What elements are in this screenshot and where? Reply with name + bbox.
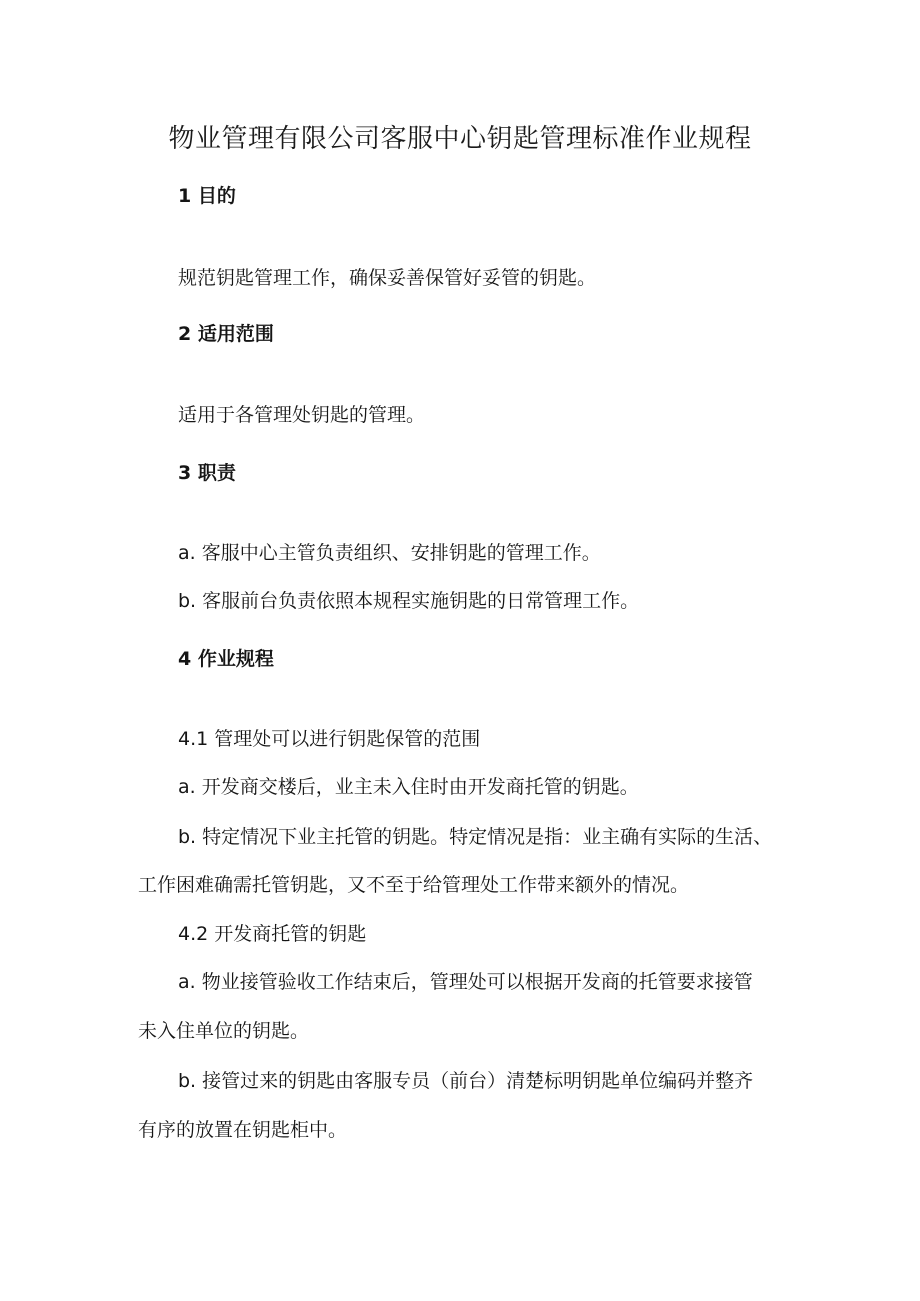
item-4-2-b-line-2: 有序的放置在钥匙柜中。 bbox=[138, 1119, 348, 1141]
section-heading-responsibilities: 3 职责 bbox=[178, 462, 236, 484]
subsection-title-4-2: 4.2 开发商托管的钥匙 bbox=[178, 923, 367, 945]
item-4-1-a: a. 开发商交楼后，业主未入住时由开发商托管的钥匙。 bbox=[178, 776, 639, 798]
subsection-title-4-1: 4.1 管理处可以进行钥匙保管的范围 bbox=[178, 728, 481, 750]
section-heading-procedure: 4 作业规程 bbox=[178, 648, 274, 670]
paragraph-scope: 适用于各管理处钥匙的管理。 bbox=[178, 404, 426, 426]
item-4-2-a-line-1: a. 物业接管验收工作结束后，管理处可以根据开发商的托管要求接管 bbox=[178, 971, 753, 993]
paragraph-responsibility-a: a. 客服中心主管负责组织、安排钥匙的管理工作。 bbox=[178, 542, 601, 564]
item-4-2-b-line-1: b. 接管过来的钥匙由客服专员（前台）清楚标明钥匙单位编码并整齐 bbox=[178, 1070, 754, 1092]
paragraph-purpose: 规范钥匙管理工作，确保妥善保管好妥管的钥匙。 bbox=[178, 267, 597, 289]
paragraph-responsibility-b: b. 客服前台负责依照本规程实施钥匙的日常管理工作。 bbox=[178, 590, 640, 612]
section-heading-purpose: 1 目的 bbox=[178, 185, 236, 207]
section-heading-scope: 2 适用范围 bbox=[178, 323, 274, 345]
item-4-1-b-line-2: 工作困难确需托管钥匙，又不至于给管理处工作带来额外的情况。 bbox=[138, 874, 690, 896]
item-4-2-a-line-2: 未入住单位的钥匙。 bbox=[138, 1020, 310, 1042]
item-4-1-b-line-1: b. 特定情况下业主托管的钥匙。特定情况是指：业主确有实际的生活、 bbox=[178, 826, 773, 848]
document-title: 物业管理有限公司客服中心钥匙管理标准作业规程 bbox=[168, 124, 752, 154]
